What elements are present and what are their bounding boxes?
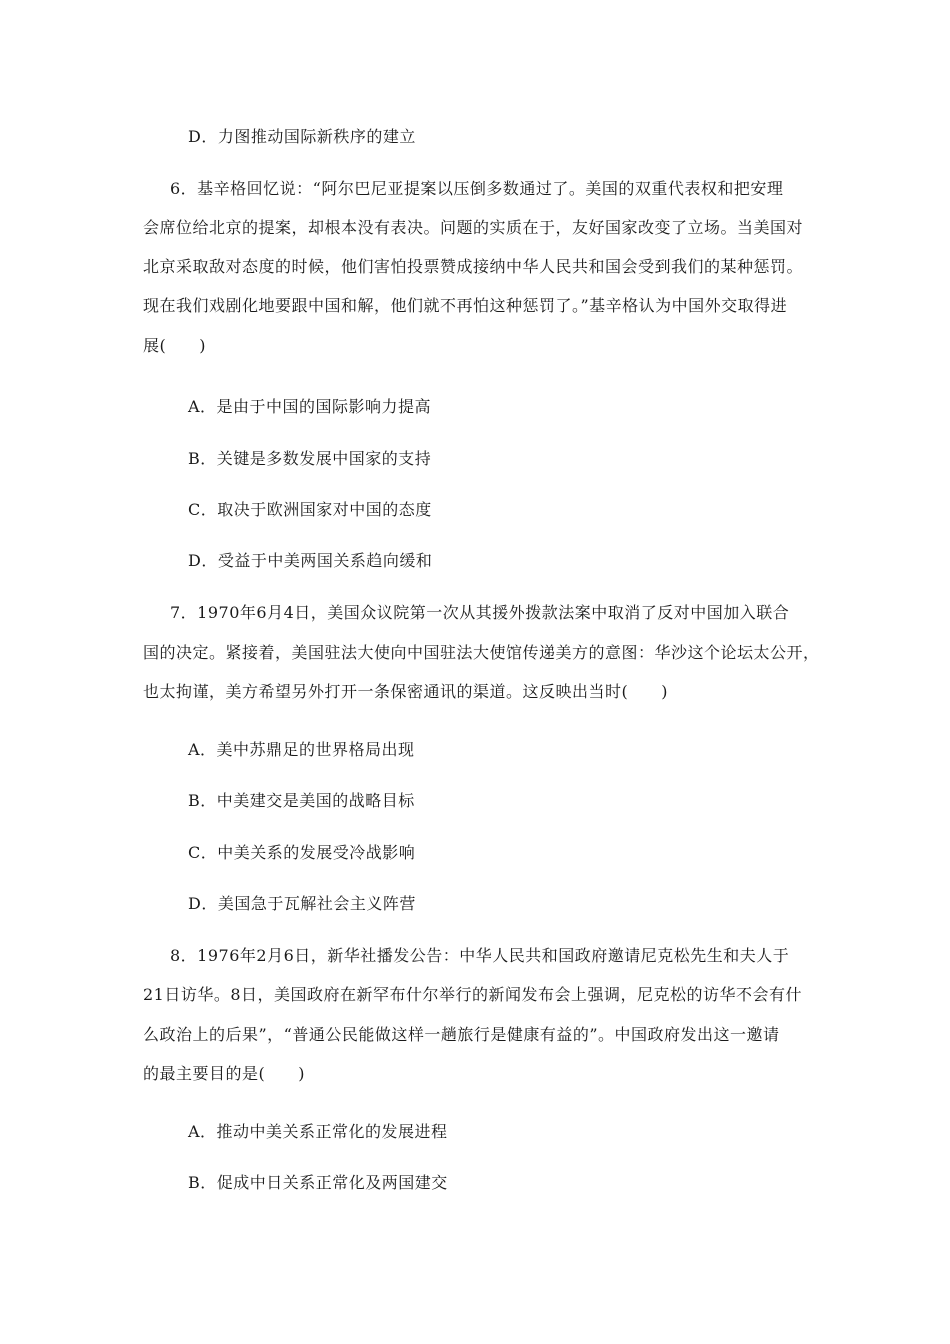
q5-option-d: D．力图推动国际新秩序的建立 xyxy=(188,127,416,146)
q6-option-c: C．取决于欧洲国家对中国的态度 xyxy=(188,500,432,519)
q6-option-d: D．受益于中美两国关系趋向缓和 xyxy=(188,551,433,570)
q8-stem-line-2: 21日访华。8日，美国政府在新罕布什尔举行的新闻发布会上强调，尼克松的访华不会有什 xyxy=(143,985,803,1004)
q7-option-d: D．美国急于瓦解社会主义阵营 xyxy=(188,894,416,913)
q7-option-b: B．中美建交是美国的战略目标 xyxy=(188,791,415,810)
q7-option-a: A．美中苏鼎足的世界格局出现 xyxy=(188,740,415,759)
q6-stem-line-4: 现在我们戏剧化地要跟中国和解，他们就不再怕这种惩罚了。”基辛格认为中国外交取得进 xyxy=(143,296,788,315)
q7-stem-line-1: 7．1970年6月4日，美国众议院第一次从其援外拨款法案中取消了反对中国加入联合 xyxy=(170,603,790,622)
q7-stem-line-2: 国的决定。紧接着，美国驻法大使向中国驻法大使馆传递美方的意图：华沙这个论坛太公开， xyxy=(143,643,820,662)
q6-option-a: A．是由于中国的国际影响力提高 xyxy=(188,397,432,416)
q8-option-b: B．促成中日关系正常化及两国建交 xyxy=(188,1173,448,1192)
q6-stem-line-5: 展( ) xyxy=(143,336,206,355)
q8-stem-line-1: 8．1976年2月6日，新华社播发公告：中华人民共和国政府邀请尼克松先生和夫人于 xyxy=(170,946,790,965)
q8-stem-line-4: 的最主要目的是( ) xyxy=(143,1064,305,1083)
q6-option-b: B．关键是多数发展中国家的支持 xyxy=(188,449,432,468)
q6-stem-line-1: 6．基辛格回忆说：“阿尔巴尼亚提案以压倒多数通过了。美国的双重代表权和把安理 xyxy=(170,179,784,198)
q8-option-a: A．推动中美关系正常化的发展进程 xyxy=(188,1122,448,1141)
q8-stem-line-3: 么政治上的后果”，“普通公民能做这样一趟旅行是健康有益的”。中国政府发出这一邀请 xyxy=(143,1025,780,1044)
q6-stem-line-2: 会席位给北京的提案，却根本没有表决。问题的实质在于，友好国家改变了立场。当美国对 xyxy=(143,218,804,237)
q7-stem-line-3: 也太拘谨，美方希望另外打开一条保密通讯的渠道。这反映出当时( ) xyxy=(143,682,668,701)
q6-stem-line-3: 北京采取敌对态度的时候，他们害怕投票赞成接纳中华人民共和国会受到我们的某种惩罚。 xyxy=(143,257,804,276)
q7-option-c: C．中美关系的发展受冷战影响 xyxy=(188,843,416,862)
